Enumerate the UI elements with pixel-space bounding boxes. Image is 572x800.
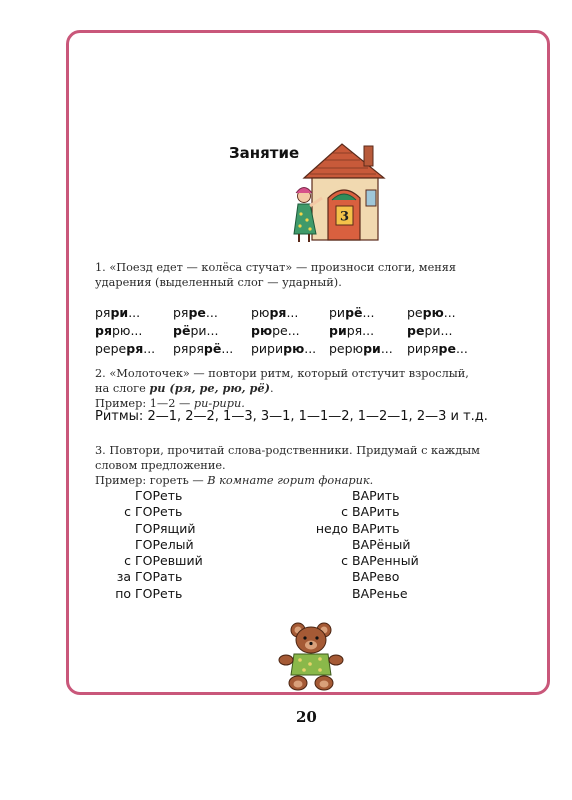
page-number: 20 xyxy=(296,708,317,726)
exercise-2-instructions xyxy=(95,366,495,411)
syllable: риря... xyxy=(329,322,375,338)
syllable: ряре... xyxy=(173,304,218,320)
syllable: рирё... xyxy=(329,304,375,320)
exercise-3-instructions xyxy=(95,443,495,488)
word-line: с ГОРевший xyxy=(124,553,203,569)
word-list-var xyxy=(300,488,500,602)
exercise-3-line-2: словом предложение. xyxy=(95,459,226,472)
word-line: ГОРеть xyxy=(135,488,183,503)
word-line: ВАРить xyxy=(352,488,400,503)
syllable: ререря... xyxy=(95,340,156,356)
syllable: рерю... xyxy=(407,304,456,320)
syllable: рерюри... xyxy=(329,340,393,356)
syllable: риряре... xyxy=(407,340,468,356)
word-line: с ГОРеть xyxy=(124,504,183,520)
house-number: 3 xyxy=(339,209,350,225)
word-line: по ГОРеть xyxy=(115,585,183,601)
syllable: рярю... xyxy=(95,322,143,338)
rhythms-list: Ритмы: 2—1, 2—2, 1—3, 3—1, 1—1—2, 1—2—1, 2—3 и т.д. xyxy=(95,409,488,424)
syllable: ряри... xyxy=(95,304,141,320)
page-title: Занятие xyxy=(229,144,300,162)
syllable: рери... xyxy=(407,322,453,338)
word-line: недо ВАРить xyxy=(315,520,400,536)
exercise-1-line-1: 1. «Поезд едет — колёса стучат» — произноси слоги, меняя xyxy=(95,261,457,274)
house-illustration xyxy=(282,138,394,248)
syllable: рёри... xyxy=(173,322,219,338)
word-line: ВАРенье xyxy=(352,585,408,601)
syllable: рюре... xyxy=(251,322,300,338)
exercise-1-line-2: ударения (выделенный слог — ударный). xyxy=(95,276,342,289)
syllable: рярярё... xyxy=(173,340,234,356)
word-list-gor xyxy=(95,488,295,602)
word-line: с ВАРить xyxy=(341,504,400,520)
word-line: ГОРелый xyxy=(135,536,194,552)
syllable-row xyxy=(95,303,485,321)
word-line: за ГОРать xyxy=(116,569,183,585)
exercise-2-line-1: 2. «Молоточек» — повтори ритм, который отстучит взрослый, xyxy=(95,367,469,380)
teddy-bear-illustration xyxy=(276,620,346,692)
exercise-2-example: Пример: 1—2 — ри-рири. xyxy=(95,397,245,410)
syllable-grid xyxy=(95,303,485,357)
word-line: ВАРево xyxy=(352,569,400,585)
exercise-3-example: Пример: гореть — В комнате горит фонарик. xyxy=(95,474,374,487)
exercise-3-line-1: 3. Повтори, прочитай слова-родственники. Придумай с каждым xyxy=(95,444,480,457)
word-line: ВАРёный xyxy=(352,536,411,552)
exercise-1-instructions xyxy=(95,260,495,290)
syllable-row xyxy=(95,339,485,357)
exercise-2-line-2: на слоге ри (ря, ре, рю, рё). xyxy=(95,381,274,395)
word-line: с ВАРенный xyxy=(341,553,419,569)
syllable-row xyxy=(95,321,485,339)
syllable: ририрю... xyxy=(251,340,317,356)
word-line: ГОРящий xyxy=(135,520,196,536)
syllable: рюря... xyxy=(251,304,299,320)
